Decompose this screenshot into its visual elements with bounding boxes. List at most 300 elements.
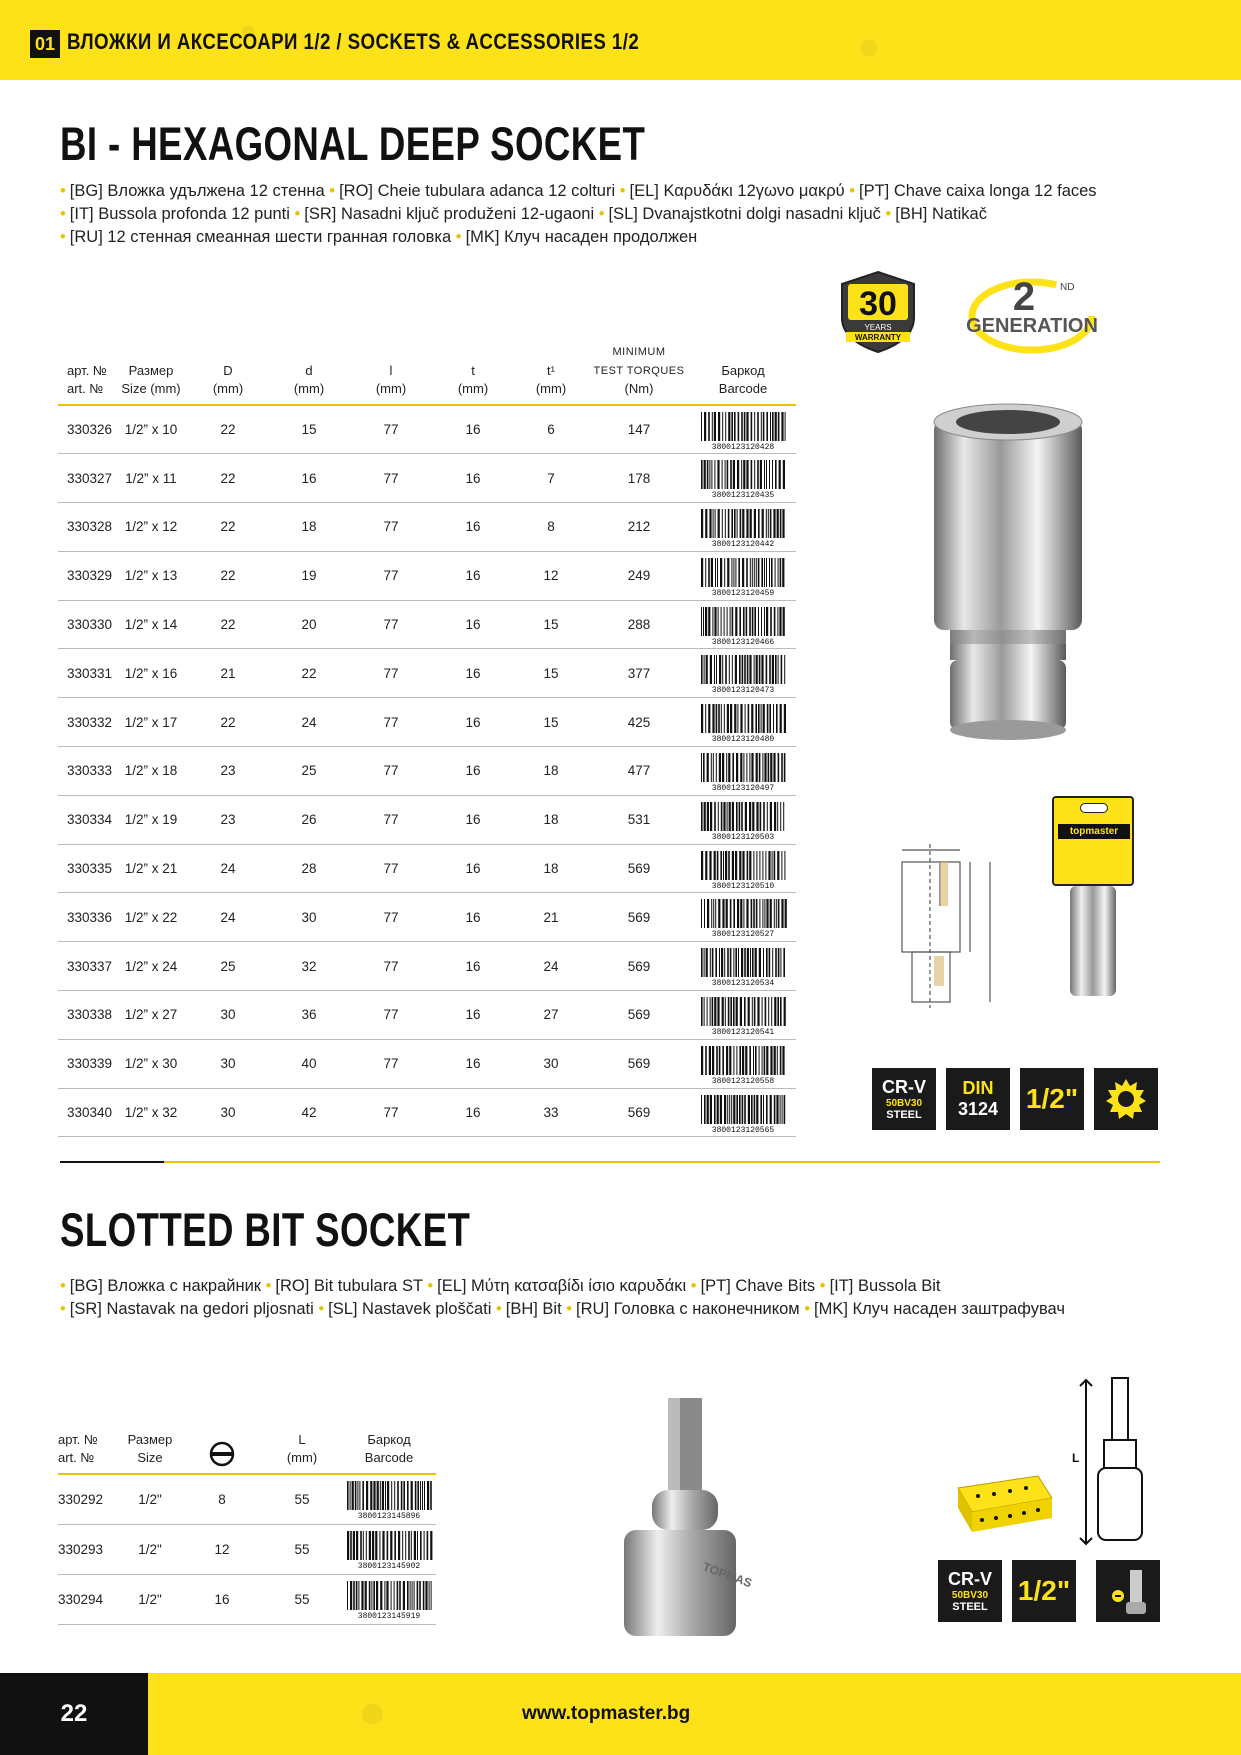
barcode-number: 3800123120558 bbox=[711, 1076, 775, 1086]
cell-barcode bbox=[690, 698, 796, 747]
table-row bbox=[58, 1088, 796, 1137]
cell-size: 1/2” x 19 bbox=[114, 795, 188, 844]
chapter-number: 01 bbox=[30, 30, 60, 58]
translation-item: [SR] Nastavak na gedori pljosnati bbox=[69, 1300, 319, 1318]
barcode-number: 3800123120473 bbox=[711, 686, 775, 696]
cell-size: 1/2” x 30 bbox=[114, 1039, 188, 1088]
cell-d: 40 bbox=[268, 1039, 350, 1088]
col-art: арт. № art. № bbox=[58, 1420, 118, 1474]
translation-item: [RU] Головка с наконечником bbox=[576, 1300, 805, 1318]
translation-item: [RO] Bit tubulara ST bbox=[275, 1277, 428, 1295]
cell-D: 25 bbox=[188, 942, 268, 991]
cell-barcode bbox=[690, 551, 796, 600]
crv-grade: 50BV30 bbox=[951, 1590, 989, 1601]
bullet-icon: • bbox=[427, 1277, 434, 1295]
cell-D: 24 bbox=[188, 844, 268, 893]
cell-size: 1/2" bbox=[118, 1574, 182, 1624]
din-badge bbox=[946, 1068, 1010, 1130]
cell-t: 16 bbox=[432, 893, 514, 942]
cell-torque: 377 bbox=[588, 649, 690, 698]
description-line bbox=[60, 180, 1190, 203]
cell-t1: 21 bbox=[514, 893, 588, 942]
cell-D: 22 bbox=[188, 698, 268, 747]
bullet-icon: • bbox=[60, 182, 66, 200]
barcode-number: 3800123120534 bbox=[711, 979, 775, 989]
cell-barcode bbox=[342, 1474, 436, 1524]
cell-D: 30 bbox=[188, 991, 268, 1040]
cell-l: 77 bbox=[350, 698, 432, 747]
barcode-icon bbox=[697, 751, 789, 791]
barcode-icon bbox=[343, 1529, 435, 1569]
cell-torque: 178 bbox=[588, 454, 690, 503]
crv-steel-badge-2 bbox=[938, 1560, 1002, 1622]
cell-barcode bbox=[690, 893, 796, 942]
package-brand: topmaster bbox=[1058, 824, 1130, 839]
translation-item: [RU] 12 стенная смеанная шести гранная головка bbox=[69, 228, 456, 246]
bit-brand-mark: TOPMAS bbox=[700, 1559, 754, 1591]
dimension-label-L: L bbox=[1072, 1451, 1080, 1465]
cell-barcode bbox=[690, 747, 796, 796]
barcode-icon bbox=[697, 702, 789, 745]
barcode-number: 3800123120428 bbox=[711, 442, 775, 452]
cell-d: 15 bbox=[268, 405, 350, 454]
cell-d: 20 bbox=[268, 600, 350, 649]
translation-item: [MK] Клуч насаден заштрафувач bbox=[814, 1300, 1065, 1318]
drive-size: 1/2" bbox=[1017, 1575, 1071, 1606]
twelve-point-badge bbox=[1094, 1068, 1158, 1130]
cell-size: 1/2” x 12 bbox=[114, 503, 188, 552]
generation-label: GENERATION bbox=[966, 315, 1098, 337]
col-slot bbox=[182, 1420, 262, 1474]
barcode-number: 3800123145896 bbox=[357, 1512, 421, 1522]
barcode-icon bbox=[697, 849, 789, 889]
socket-technical-drawing bbox=[890, 836, 1000, 1012]
slotted-screw-icon bbox=[209, 1441, 235, 1467]
bullet-icon: • bbox=[849, 182, 855, 200]
translation-item: [IT] Bussola profonda 12 punti bbox=[69, 205, 295, 223]
cell-l: 77 bbox=[350, 600, 432, 649]
crv-grade: 50BV30 bbox=[885, 1098, 923, 1109]
barcode-number: 3800123120565 bbox=[711, 1125, 775, 1135]
cell-art: 330293 bbox=[58, 1524, 118, 1574]
translation-item: [PT] Chave Bits bbox=[700, 1277, 820, 1295]
translation-item: [IT] Bussola Bit bbox=[829, 1277, 941, 1295]
cell-size: 1/2" bbox=[118, 1524, 182, 1574]
bullet-icon: • bbox=[60, 228, 66, 246]
bullet-icon: • bbox=[885, 205, 892, 223]
cell-t: 16 bbox=[432, 551, 514, 600]
cell-art: 330327 bbox=[58, 454, 114, 503]
cell-D: 24 bbox=[188, 893, 268, 942]
cell-torque: 569 bbox=[588, 844, 690, 893]
cell-t: 16 bbox=[432, 844, 514, 893]
cell-barcode bbox=[690, 600, 796, 649]
col-D: D (mm) bbox=[188, 342, 268, 405]
cell-l: 77 bbox=[350, 942, 432, 991]
cell-l: 77 bbox=[350, 991, 432, 1040]
section1-title: BI - HEXAGONAL DEEP SOCKET bbox=[60, 117, 646, 170]
table-header-row bbox=[58, 342, 796, 405]
col-d: d (mm) bbox=[268, 342, 350, 405]
cell-l: 77 bbox=[350, 503, 432, 552]
cell-t1: 6 bbox=[514, 405, 588, 454]
barcode-icon bbox=[697, 946, 789, 989]
table-row bbox=[58, 405, 796, 454]
cell-size: 1/2” x 18 bbox=[114, 747, 188, 796]
cell-art: 330331 bbox=[58, 649, 114, 698]
table-row bbox=[58, 454, 796, 503]
cell-D: 22 bbox=[188, 405, 268, 454]
cell-barcode bbox=[342, 1574, 436, 1624]
cell-t1: 24 bbox=[514, 942, 588, 991]
cell-art: 330292 bbox=[58, 1474, 118, 1524]
cell-slot: 8 bbox=[182, 1474, 262, 1524]
table-row bbox=[58, 1524, 436, 1574]
translation-item: [MK] Клуч насаден продолжен bbox=[465, 228, 698, 246]
translation-item: [RO] Cheie tubulara adanca 12 colturi bbox=[339, 182, 620, 200]
cell-art: 330337 bbox=[58, 942, 114, 991]
cell-t: 16 bbox=[432, 942, 514, 991]
cell-slot: 12 bbox=[182, 1524, 262, 1574]
bullet-icon: • bbox=[619, 182, 626, 200]
barcode-number: 3800123120503 bbox=[711, 832, 775, 842]
warranty-badge bbox=[838, 270, 918, 354]
bullet-icon: • bbox=[329, 182, 336, 200]
cell-d: 19 bbox=[268, 551, 350, 600]
cell-torque: 288 bbox=[588, 600, 690, 649]
twelve-point-icon bbox=[1104, 1077, 1148, 1121]
website-link[interactable]: www.topmaster.bg bbox=[522, 1703, 691, 1724]
cell-size: 1/2” x 17 bbox=[114, 698, 188, 747]
slotted-bit-badge bbox=[1096, 1560, 1160, 1622]
barcode-icon bbox=[697, 995, 789, 1035]
barcode-number: 3800123120459 bbox=[711, 588, 775, 598]
cell-d: 16 bbox=[268, 454, 350, 503]
col-l: l (mm) bbox=[350, 342, 432, 405]
barcode-icon bbox=[697, 507, 789, 547]
cell-l: 77 bbox=[350, 747, 432, 796]
bullet-icon: • bbox=[819, 1277, 826, 1295]
cell-size: 1/2” x 14 bbox=[114, 600, 188, 649]
cell-d: 26 bbox=[268, 795, 350, 844]
chapter-title: ВЛОЖКИ И АКСЕСОАРИ 1/2 / SOCKETS & ACCESSORIES 1/2 bbox=[67, 29, 640, 54]
cell-barcode bbox=[690, 795, 796, 844]
warranty-label: WARRANTY bbox=[854, 333, 902, 342]
cell-torque: 212 bbox=[588, 503, 690, 552]
cell-art: 330335 bbox=[58, 844, 114, 893]
cell-size: 1/2” x 13 bbox=[114, 551, 188, 600]
col-L: L (mm) bbox=[262, 1420, 342, 1474]
table-row bbox=[58, 600, 796, 649]
cell-l: 77 bbox=[350, 649, 432, 698]
translation-item: [BG] Вложка удължена 12 стенна bbox=[69, 182, 330, 200]
cell-size: 1/2” x 21 bbox=[114, 844, 188, 893]
cell-art: 330328 bbox=[58, 503, 114, 552]
translation-item: [BH] Natikač bbox=[895, 205, 987, 223]
cell-l: 77 bbox=[350, 405, 432, 454]
description-line bbox=[60, 203, 1190, 226]
slotted-bit-table bbox=[58, 1420, 436, 1625]
description-line bbox=[60, 1275, 1190, 1298]
barcode-number: 3800123120435 bbox=[711, 491, 775, 501]
cell-t1: 27 bbox=[514, 991, 588, 1040]
cell-D: 22 bbox=[188, 503, 268, 552]
barcode-number: 3800123120527 bbox=[711, 930, 775, 940]
barcode-icon bbox=[697, 800, 789, 840]
cell-art: 330333 bbox=[58, 747, 114, 796]
cell-D: 30 bbox=[188, 1088, 268, 1137]
bullet-icon: • bbox=[495, 1300, 502, 1318]
cell-size: 1/2” x 16 bbox=[114, 649, 188, 698]
cell-size: 1/2” x 11 bbox=[114, 454, 188, 503]
cell-art: 330294 bbox=[58, 1574, 118, 1624]
cell-L: 55 bbox=[262, 1574, 342, 1624]
cell-art: 330329 bbox=[58, 551, 114, 600]
bullet-icon: • bbox=[60, 1277, 66, 1295]
cell-t: 16 bbox=[432, 698, 514, 747]
cell-t: 16 bbox=[432, 454, 514, 503]
col-t: t (mm) bbox=[432, 342, 514, 405]
cell-D: 23 bbox=[188, 795, 268, 844]
packaged-socket bbox=[1052, 796, 1134, 996]
cell-art: 330340 bbox=[58, 1088, 114, 1137]
cell-l: 77 bbox=[350, 795, 432, 844]
cell-torque: 569 bbox=[588, 893, 690, 942]
section-divider bbox=[60, 1161, 1160, 1163]
cell-d: 22 bbox=[268, 649, 350, 698]
translation-item: [EL] Καρυδάκι 12γωνο μακρύ bbox=[629, 182, 850, 200]
cell-art: 330339 bbox=[58, 1039, 114, 1088]
deep-socket-table bbox=[58, 342, 796, 1137]
cell-barcode bbox=[690, 503, 796, 552]
translation-item: [EL] Μύτη κατσαβίδι ίσιο καρυδάκι bbox=[437, 1277, 691, 1295]
crv-label: CR-V bbox=[882, 1077, 926, 1097]
crv-steel: STEEL bbox=[952, 1601, 988, 1613]
cell-l: 77 bbox=[350, 893, 432, 942]
cell-D: 22 bbox=[188, 551, 268, 600]
page-footer bbox=[0, 1673, 1241, 1755]
translation-item: [PT] Chave caixa longa 12 faces bbox=[859, 182, 1097, 200]
bullet-icon: • bbox=[60, 205, 66, 223]
barcode-icon bbox=[697, 556, 789, 596]
section2-title: SLOTTED BIT SOCKET bbox=[60, 1203, 471, 1256]
cell-d: 25 bbox=[268, 747, 350, 796]
generation-superscript: ND bbox=[1060, 282, 1075, 293]
cell-torque: 249 bbox=[588, 551, 690, 600]
cell-t: 16 bbox=[432, 747, 514, 796]
cell-t: 16 bbox=[432, 503, 514, 552]
cell-t: 16 bbox=[432, 649, 514, 698]
cell-barcode bbox=[690, 942, 796, 991]
cell-t: 16 bbox=[432, 991, 514, 1040]
cell-art: 330338 bbox=[58, 991, 114, 1040]
col-barcode: Баркод Barcode bbox=[690, 342, 796, 405]
cell-D: 23 bbox=[188, 747, 268, 796]
barcode-number: 3800123120466 bbox=[711, 637, 775, 647]
table-row bbox=[58, 1039, 796, 1088]
cell-d: 42 bbox=[268, 1088, 350, 1137]
description-line bbox=[60, 1298, 1190, 1321]
cell-t1: 33 bbox=[514, 1088, 588, 1137]
bullet-icon: • bbox=[598, 205, 605, 223]
cell-torque: 531 bbox=[588, 795, 690, 844]
crv-steel-badge bbox=[872, 1068, 936, 1130]
cell-size: 1/2” x 24 bbox=[114, 942, 188, 991]
col-size: Размер Size (mm) bbox=[114, 342, 188, 405]
table-row bbox=[58, 551, 796, 600]
barcode-icon bbox=[697, 653, 789, 696]
cell-t: 16 bbox=[432, 795, 514, 844]
cell-torque: 569 bbox=[588, 942, 690, 991]
table-row bbox=[58, 893, 796, 942]
slotted-bit-image bbox=[618, 1390, 754, 1640]
translation-item: [SL] Nastavek ploščati bbox=[328, 1300, 496, 1318]
table-row bbox=[58, 1574, 436, 1624]
barcode-icon bbox=[343, 1479, 435, 1522]
barcode-icon bbox=[697, 605, 789, 645]
cell-barcode bbox=[690, 991, 796, 1040]
cell-l: 77 bbox=[350, 1039, 432, 1088]
cell-barcode bbox=[690, 454, 796, 503]
page-header bbox=[0, 0, 1241, 80]
cell-D: 21 bbox=[188, 649, 268, 698]
drive-size-badge-2 bbox=[1012, 1560, 1076, 1622]
cell-t1: 15 bbox=[514, 698, 588, 747]
cell-D: 30 bbox=[188, 1039, 268, 1088]
cell-torque: 425 bbox=[588, 698, 690, 747]
bit-technical-drawing bbox=[1068, 1374, 1158, 1554]
cell-t: 16 bbox=[432, 600, 514, 649]
cell-d: 36 bbox=[268, 991, 350, 1040]
cell-t1: 12 bbox=[514, 551, 588, 600]
deep-socket-image bbox=[928, 400, 1088, 750]
cell-l: 77 bbox=[350, 1088, 432, 1137]
generation-logo bbox=[944, 270, 1119, 356]
barcode-number: 3800123120510 bbox=[711, 881, 775, 891]
barcode-number: 3800123120480 bbox=[711, 735, 775, 745]
cell-D: 22 bbox=[188, 600, 268, 649]
barcode-icon bbox=[697, 897, 789, 940]
cell-barcode bbox=[690, 405, 796, 454]
cell-torque: 147 bbox=[588, 405, 690, 454]
translation-item: [SL] Dvanajstkotni dolgi nasadni ključ bbox=[608, 205, 886, 223]
crv-steel: STEEL bbox=[886, 1109, 922, 1121]
cell-barcode bbox=[690, 1088, 796, 1137]
cell-art: 330332 bbox=[58, 698, 114, 747]
table-row bbox=[58, 795, 796, 844]
slotted-tip-icon bbox=[1106, 1566, 1150, 1616]
cell-d: 18 bbox=[268, 503, 350, 552]
col-t1: t¹ (mm) bbox=[514, 342, 588, 405]
crv-label: CR-V bbox=[948, 1569, 992, 1589]
barcode-number: 3800123145902 bbox=[357, 1562, 421, 1571]
cell-size: 1/2" bbox=[118, 1474, 182, 1524]
cell-L: 55 bbox=[262, 1524, 342, 1574]
cell-torque: 569 bbox=[588, 1088, 690, 1137]
section1-description bbox=[60, 180, 1190, 249]
warranty-number: 30 bbox=[859, 285, 897, 323]
description-line bbox=[60, 226, 1190, 249]
table-row bbox=[58, 942, 796, 991]
cell-barcode bbox=[342, 1524, 436, 1574]
bit-packaging bbox=[948, 1468, 1054, 1536]
section2-description bbox=[60, 1275, 1190, 1321]
table-row bbox=[58, 1474, 436, 1524]
barcode-number: 3800123120541 bbox=[711, 1027, 775, 1037]
barcode-icon bbox=[343, 1579, 435, 1619]
table-row bbox=[58, 747, 796, 796]
drive-size-badge bbox=[1020, 1068, 1084, 1130]
cell-t1: 18 bbox=[514, 747, 588, 796]
bullet-icon: • bbox=[318, 1300, 325, 1318]
barcode-icon bbox=[697, 1044, 789, 1084]
warranty-years: YEARS bbox=[864, 323, 892, 332]
cell-t: 16 bbox=[432, 1088, 514, 1137]
din-label: DIN bbox=[962, 1078, 994, 1098]
cell-barcode bbox=[690, 1039, 796, 1088]
table-row bbox=[58, 503, 796, 552]
bullet-icon: • bbox=[455, 228, 462, 246]
cell-l: 77 bbox=[350, 454, 432, 503]
cell-art: 330330 bbox=[58, 600, 114, 649]
cell-torque: 569 bbox=[588, 1039, 690, 1088]
cell-l: 77 bbox=[350, 844, 432, 893]
cell-t: 16 bbox=[432, 405, 514, 454]
generation-number: 2 bbox=[1012, 275, 1036, 319]
cell-t1: 15 bbox=[514, 649, 588, 698]
bullet-icon: • bbox=[804, 1300, 811, 1318]
col-barcode: Баркод Barcode bbox=[342, 1420, 436, 1474]
cell-art: 330336 bbox=[58, 893, 114, 942]
cell-t1: 18 bbox=[514, 795, 588, 844]
cell-size: 1/2” x 10 bbox=[114, 405, 188, 454]
bullet-icon: • bbox=[60, 1300, 66, 1318]
cell-L: 55 bbox=[262, 1474, 342, 1524]
cell-t1: 8 bbox=[514, 503, 588, 552]
cell-d: 30 bbox=[268, 893, 350, 942]
cell-t1: 15 bbox=[514, 600, 588, 649]
table-row bbox=[58, 698, 796, 747]
cell-barcode bbox=[690, 844, 796, 893]
translation-item: [BG] Вложка с накрайник bbox=[69, 1277, 266, 1295]
bullet-icon: • bbox=[566, 1300, 573, 1318]
cell-t1: 18 bbox=[514, 844, 588, 893]
bullet-icon: • bbox=[294, 205, 301, 223]
cell-l: 77 bbox=[350, 551, 432, 600]
cell-t: 16 bbox=[432, 1039, 514, 1088]
cell-t1: 30 bbox=[514, 1039, 588, 1088]
col-torque: MINIMUM TEST TORQUES (Nm) bbox=[588, 342, 690, 405]
table-row bbox=[58, 649, 796, 698]
table-header-row bbox=[58, 1420, 436, 1474]
barcode-icon bbox=[697, 458, 789, 501]
barcode-number: 3800123145919 bbox=[357, 1612, 421, 1621]
bullet-icon: • bbox=[690, 1277, 697, 1295]
barcode-icon bbox=[697, 410, 789, 450]
cell-d: 32 bbox=[268, 942, 350, 991]
barcode-number: 3800123120497 bbox=[711, 783, 775, 793]
cell-d: 24 bbox=[268, 698, 350, 747]
translation-item: [BH] Bit bbox=[505, 1300, 567, 1318]
col-art: арт. № art. № bbox=[58, 342, 114, 405]
cell-slot: 16 bbox=[182, 1574, 262, 1624]
table-row bbox=[58, 844, 796, 893]
table-row bbox=[58, 991, 796, 1040]
cell-size: 1/2” x 22 bbox=[114, 893, 188, 942]
din-number: 3124 bbox=[957, 1099, 999, 1119]
page-number: 22 bbox=[0, 1673, 148, 1755]
cell-art: 330334 bbox=[58, 795, 114, 844]
